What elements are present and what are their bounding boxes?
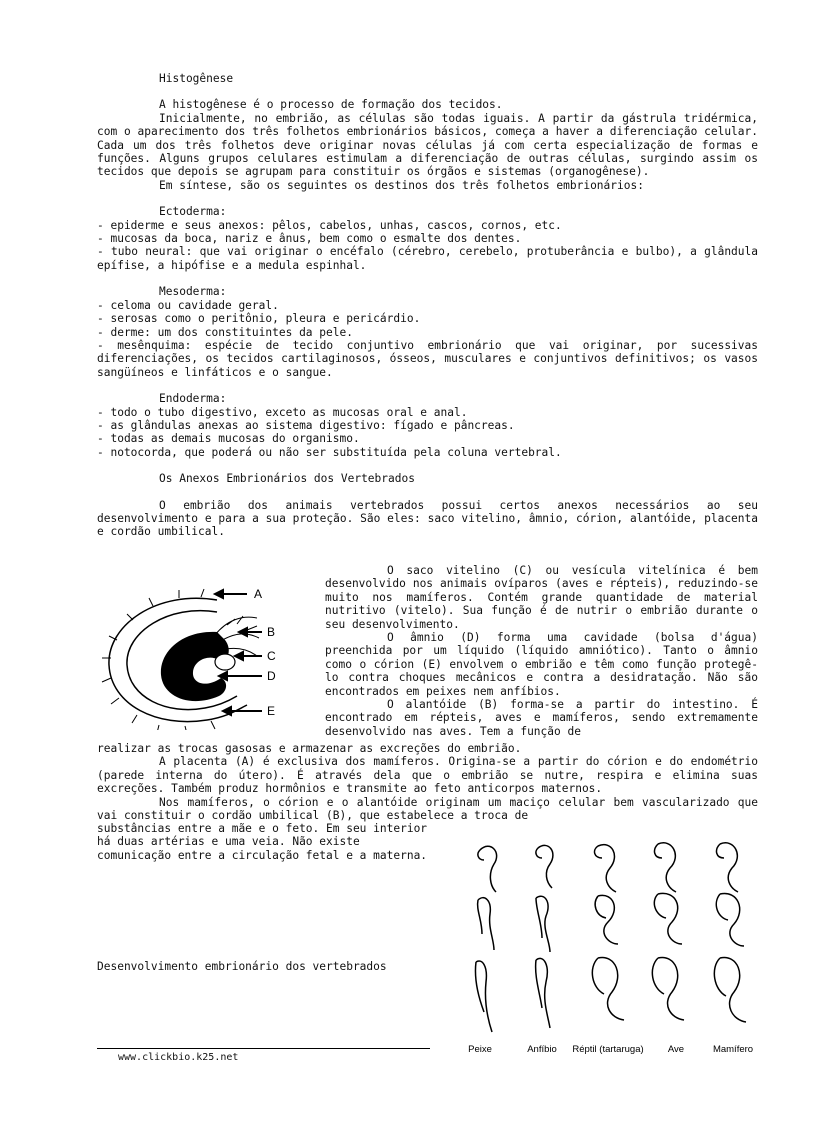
list-item: - epiderme e seus anexos: pêlos, cabelos, unhas, cascos, cornos, etc. [97,218,562,232]
label-ave: Ave [667,1044,685,1055]
label-peixe: Peixe [468,1044,492,1055]
list-item: - todas as demais mucosas do organismo. [97,432,360,446]
list-item: - notocorda, que poderá ou não ser substituída pela coluna vertebral. [97,445,562,459]
label-c: C [267,649,276,663]
intro-paragraph: Inicialmente, no embrião, as células são todas iguais. A partir da gástrula tridérmica, com o aparecimento dos três folhetos embrionários básicos, começa a haver a diferenciação celular. Cada um dos três folhetos deve originar novas células já com certa especialização de formas e funções. Alguns grupos celulares estimulam a diferenciação de outras células, surgindo assim os tecidos que depois se agrupam para constituir os órgãos e sistemas (organogênese). [97,111,758,179]
list-item: - tubo neural: que vai originar o encéfalo (cérebro, cerebelo, protuberância e bulbo), a glândula epífise, a hipófise e a medula espinhal. [97,245,758,272]
yolk-sac [215,654,235,670]
umbilical-continuation [97,822,437,862]
allantois-placenta [215,616,259,656]
intro-paragraph: A histogênese é o processo de formação dos tecidos. [159,98,503,112]
anexos-intro: O embrião dos animais vertebrados possui certos anexos necessários ao seu desenvolvimento e para a sua proteção. São eles: saco vitelino, âmnio, córion, alantóide, placenta e cordão umbilical. [97,498,758,539]
section-heading-endoderma: Endoderma: [159,392,227,406]
label-reptil: Réptil (tartaruga) [572,1044,644,1055]
label-mamifero: Mamífero [712,1044,754,1055]
yolk-sac-paragraph: O saco vitelino (C) ou vesícula vitelínica é bem desenvolvido nos animais ovíparos (aves e répteis), reduzindo-se muito nos mamíferos. Contém grande quantidade de material nutritivo (vitelo). Sua função é de nutrir o embrião durante o seu desenvolvimento. [325,564,758,631]
umbilical-paragraph: Nos mamíferos, o córion e o alantóide originam um maciço celular bem vascularizado que vai constituir o cordão umbilical (B), que estabelece a troca de [97,795,758,823]
section-heading-ectoderma: Ectoderma: [159,205,227,219]
embryo-row-1 [478,843,738,892]
label-d: D [267,669,276,683]
vertebrate-development-figure [458,830,758,1060]
list-item: - celoma ou cavidade geral. [97,298,279,312]
list-item: - as glândulas anexas ao sistema digestivo: fígado e pâncreas. [97,418,515,432]
embryo-annexes-figure [97,580,321,730]
allantois-paragraph: O alantóide (B) forma-se a partir do intestino. É encontrado em répteis, aves e mamíferos, sendo extremamente desenvolvido nas aves. Tem a função de [325,698,758,738]
document-body [97,72,758,539]
embryo-row-2 [478,893,744,952]
placenta-section [97,742,758,822]
label-b: B [267,625,276,639]
label-a: A [254,587,263,601]
intro-paragraph: Em síntese, são os seguintes os destinos dos três folhetos embrionários: [159,178,644,192]
list-item: - derme: um dos constituintes da pele. [97,325,353,339]
section-heading-mesoderma: Mesoderma: [159,285,227,299]
umbilical-continuation-text: substâncias entre a mãe e o feto. Em seu interior há duas artérias e uma veia. Não existe comunicação entre a circulação fetal e a materna. [97,822,428,862]
section-heading-anexos: Os Anexos Embrionários dos Vertebrados [159,472,415,486]
annexes-description [325,564,758,738]
placenta-paragraph: A placenta (A) é exclusiva dos mamíferos. Origina-se a partir do córion e do endométrio (parede interna do útero). É através dela que o embrião se nutre, respira e elimina suas excreções. Também produz hormônios e transmite ao feto anticorpos maternos. [97,755,758,796]
list-item: - serosas como o peritônio, pleura e pericárdio. [97,312,421,326]
list-item: - mesênquima: espécie de tecido conjuntivo embrionário que vai originar, por sucessivas diferenciações, os tecidos cartilaginosos, ósseos, musculares e conjuntivos definitivos; os vasos sangüíneos e linfáticos e o sangue. [97,338,758,379]
continuation-line: realizar as trocas gasosas e armazenar as excreções do embrião. [97,742,522,755]
page-title: Histogênese [159,72,234,85]
embryo-row-3 [475,958,746,1032]
amnion-paragraph: O âmnio (D) forma uma cavidade (bolsa d'água) preenchida por um líquido (líquido amniótico). Tanto o âmnio como o córion (E) envolvem o embrião e têm como função protegê-lo contra choques mecânicos e contra a desidratação. Não são encontrados em peixes nem anfíbios. [325,631,758,698]
footer-divider [97,1048,430,1049]
list-item: - todo o tubo digestivo, exceto as mucosas oral e anal. [97,405,468,419]
list-item: - mucosas da boca, nariz e ânus, bem como o esmalte dos dentes. [97,232,522,246]
footer-url: www.clickbio.k25.net [118,1052,239,1063]
figure-caption: Desenvolvimento embrionário dos vertebrados [97,960,387,973]
label-e: E [267,704,276,718]
label-anfibio: Anfíbio [527,1044,557,1055]
